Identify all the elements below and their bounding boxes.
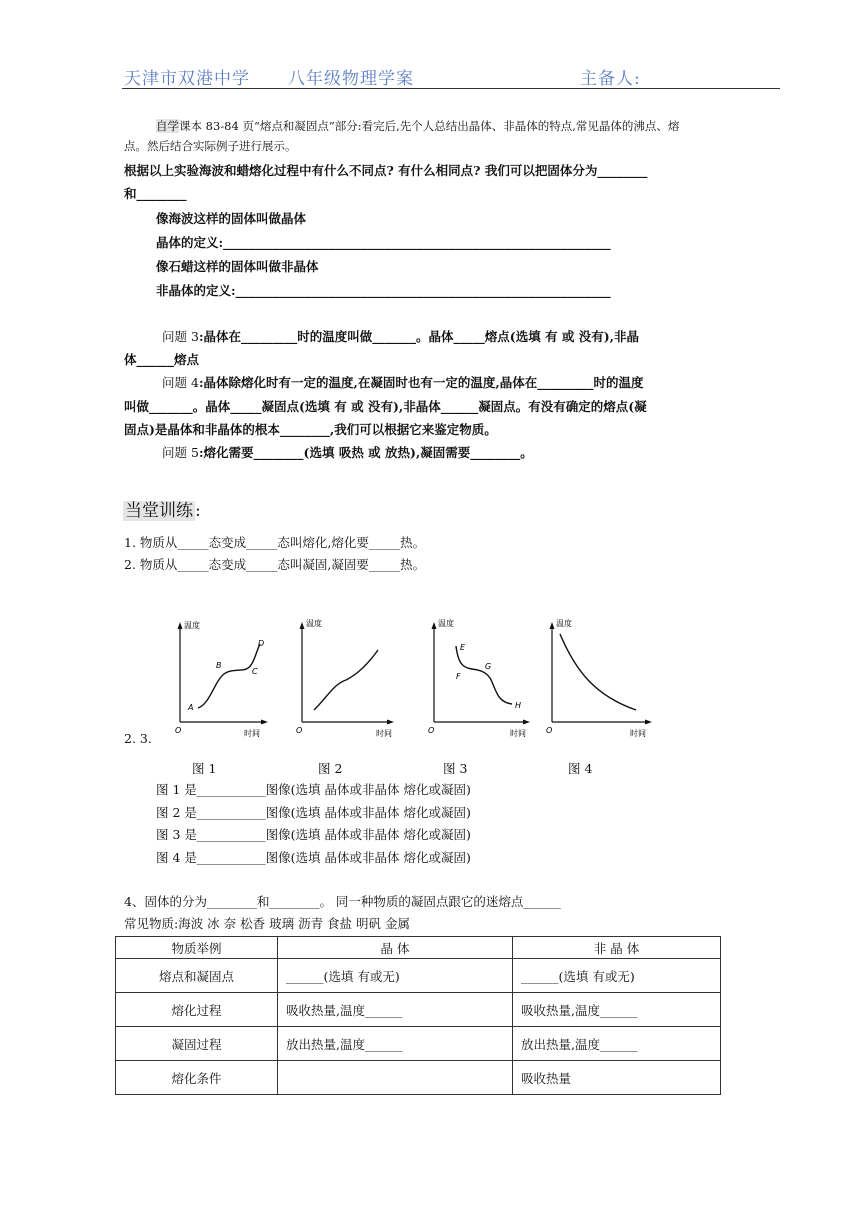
table-row xyxy=(116,993,721,1027)
fig3-point-g: G xyxy=(485,662,492,671)
question-4-label: 问题 4 xyxy=(162,375,199,390)
table-cell: 熔化过程 xyxy=(116,993,278,1027)
intro-highlight: 自学 xyxy=(156,119,179,133)
figure-2 xyxy=(292,612,397,744)
fig3-y-label: 温度 xyxy=(438,619,454,628)
table-header-row xyxy=(116,937,721,959)
fig1-point-c: C xyxy=(252,667,258,676)
school-name: 天津市双港中学 xyxy=(124,69,250,89)
question-3-label: 问题 3 xyxy=(162,329,199,344)
fig3-point-f: F xyxy=(456,672,461,681)
table-cell: 放出热量,温度______ xyxy=(278,1027,513,1061)
item-4-line-1: 4、固体的分为________和________。 同一种物质的凝固点跟它的迷熔点______ xyxy=(124,894,561,909)
question-5-text: :熔化需要________(选填 吸热 或 放热),凝固需要________。 xyxy=(198,445,533,460)
table-cell: 吸收热量,温度______ xyxy=(513,993,721,1027)
caption-figure-4: 图 4 xyxy=(568,761,593,776)
question-4-line-1 xyxy=(162,371,644,395)
fig1-y-label: 温度 xyxy=(184,621,200,630)
question-3-line-2: 体______熔点 xyxy=(124,352,200,367)
training-heading xyxy=(123,496,201,521)
item-4-line-2: 常见物质:海波 冰 奈 松香 玻璃 沥青 食盐 明矾 金属 xyxy=(124,916,410,931)
question-4-text: :晶体除熔化时有一定的温度,在凝固时也有一定的温度,晶体在_________时的温度 xyxy=(198,375,644,390)
question-5-line-1 xyxy=(162,441,533,465)
table-cell: 吸收热量,温度______ xyxy=(278,993,513,1027)
fig1-point-b: B xyxy=(216,661,222,670)
fig4-y-label: 温度 xyxy=(556,619,572,628)
figure-question-4: 图 4 是___________图像(选填 晶体或非晶体 熔化或凝固) xyxy=(156,850,471,865)
table-cell xyxy=(278,1061,513,1095)
table-row xyxy=(116,1027,721,1061)
author-label: 主备人: xyxy=(580,69,641,89)
figure-question-3: 图 3 是___________图像(选填 晶体或非晶体 熔化或凝固) xyxy=(156,827,471,842)
fig3-x-label: 时间 xyxy=(510,729,526,738)
fig4-origin: O xyxy=(546,726,553,735)
doc-title: 八年级物理学案 xyxy=(288,69,414,89)
figure-4 xyxy=(542,612,657,744)
question-3-line-1 xyxy=(162,325,639,349)
crystal-intro: 像海波这样的固体叫做晶体 xyxy=(156,211,307,226)
question-4-line-3: 固点)是晶体和非晶体的根本________,我们可以根据它来鉴定物质。 xyxy=(124,422,497,437)
question-4-line-2: 叫做_______。晶体_____凝固点(选填 有 或 没有),非晶体______凝固点。有没有确定的熔点(凝 xyxy=(124,399,647,414)
caption-figure-1: 图 1 xyxy=(192,761,217,776)
training-item-2: 2. 物质从_____态变成_____态叫凝固,凝固要_____热。 xyxy=(124,557,426,572)
table-row xyxy=(116,959,721,993)
table-header: 物质举例 xyxy=(116,937,278,959)
training-colon: : xyxy=(195,501,201,521)
table-header: 非 晶 体 xyxy=(513,937,721,959)
fig1-point-a: A xyxy=(188,703,194,712)
main-question-line-2: 和________ xyxy=(124,186,187,201)
table-cell: ______(选填 有或无) xyxy=(513,959,721,993)
crystal-definition: 晶体的定义:______________________________________________________________ xyxy=(156,235,611,250)
table-row xyxy=(116,1061,721,1095)
fig4-x-label: 时间 xyxy=(630,729,646,738)
comparison-table xyxy=(115,936,721,1095)
figure-question-2: 图 2 是___________图像(选填 晶体或非晶体 熔化或凝固) xyxy=(156,805,471,820)
figure-question-1: 图 1 是___________图像(选填 晶体或非晶体 熔化或凝固) xyxy=(156,782,471,797)
fig2-x-label: 时间 xyxy=(376,729,392,738)
intro-text: 课本 83-84 页“熔点和凝固点”部分:看完后,先个人总结出晶体、非晶体的特点,常见晶体的沸点、熔 xyxy=(179,119,680,133)
training-item-1: 1. 物质从_____态变成_____态叫熔化,熔化要_____热。 xyxy=(124,535,426,550)
training-item-3-label: 2. 3. xyxy=(124,731,152,746)
figure-3 xyxy=(424,612,534,744)
fig1-origin: O xyxy=(175,726,182,735)
table-cell: 吸收热量 xyxy=(513,1061,721,1095)
table-cell: ______(选填 有或无) xyxy=(278,959,513,993)
fig3-point-h: H xyxy=(515,701,522,710)
fig2-y-label: 温度 xyxy=(306,619,322,628)
amorphous-definition: 非晶体的定义:____________________________________________________________ xyxy=(156,283,611,298)
caption-figure-3: 图 3 xyxy=(443,761,468,776)
main-question-line-1: 根据以上实验海波和蜡熔化过程中有什么不同点? 有什么相同点? 我们可以把固体分为________ xyxy=(124,163,648,178)
fig3-point-e: E xyxy=(460,643,466,652)
caption-figure-2: 图 2 xyxy=(318,761,343,776)
fig1-x-label: 时间 xyxy=(244,729,260,738)
training-title: 当堂训练 xyxy=(125,501,193,521)
intro-line-1 xyxy=(156,116,796,136)
fig3-origin: O xyxy=(428,726,435,735)
figure-1 xyxy=(170,612,270,744)
table-cell: 熔点和凝固点 xyxy=(116,959,278,993)
table-cell: 熔化条件 xyxy=(116,1061,278,1095)
question-5-label: 问题 5 xyxy=(162,445,199,460)
fig1-point-d: D xyxy=(258,639,265,648)
header-divider xyxy=(122,88,780,89)
table-cell: 凝固过程 xyxy=(116,1027,278,1061)
table-header: 晶 体 xyxy=(278,937,513,959)
amorphous-intro: 像石蜡这样的固体叫做非晶体 xyxy=(156,259,319,274)
fig2-origin: O xyxy=(296,726,303,735)
intro-line-2: 点。然后结合实际例子进行展示。 xyxy=(124,139,297,153)
table-cell: 放出热量,温度______ xyxy=(513,1027,721,1061)
question-3-text: :晶体在_________时的温度叫做_______。晶体_____熔点(选填 有 或 没有),非晶 xyxy=(198,329,640,344)
